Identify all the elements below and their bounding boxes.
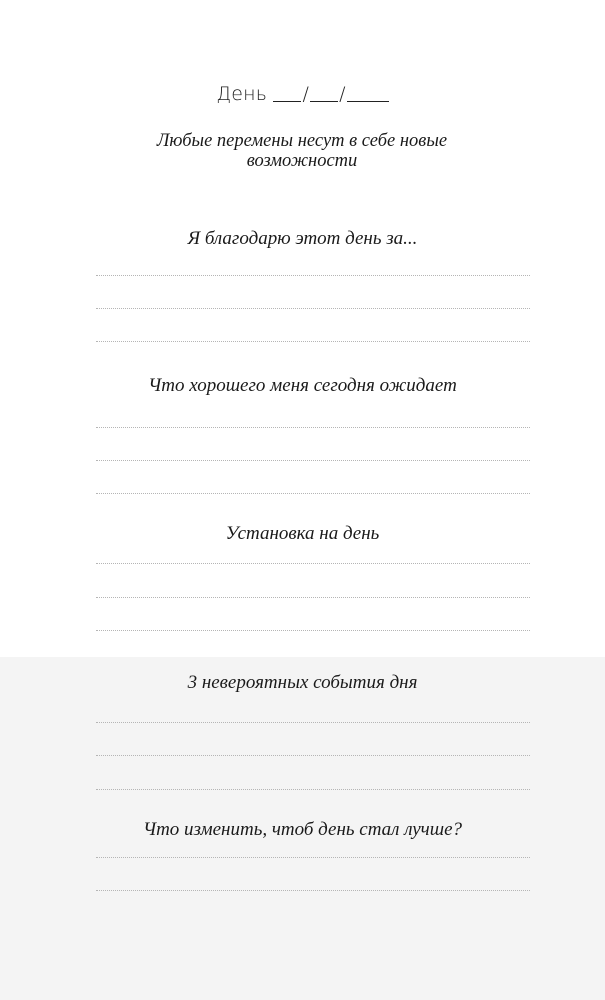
date-separator: / <box>302 83 310 105</box>
section-title-improvements: Что изменить, чтоб день стал лучше? <box>142 819 463 840</box>
date-month-blank[interactable] <box>310 85 338 102</box>
writing-line[interactable] <box>96 308 530 309</box>
writing-line[interactable] <box>96 857 530 858</box>
date-day-blank[interactable] <box>273 85 301 102</box>
section-title-expectations: Что хорошего меня сегодня ожидает <box>148 375 457 396</box>
date-header <box>0 83 605 105</box>
writing-line[interactable] <box>96 275 530 276</box>
writing-line[interactable] <box>96 630 530 631</box>
writing-line[interactable] <box>96 460 530 461</box>
date-year-blank[interactable] <box>347 85 389 102</box>
writing-line[interactable] <box>96 789 530 790</box>
date-label: День <box>216 83 268 105</box>
writing-line[interactable] <box>96 722 530 723</box>
section-title-events: 3 невероятных события дня <box>187 672 418 693</box>
section-title-affirmation: Установка на день <box>225 523 380 544</box>
writing-line[interactable] <box>96 493 530 494</box>
writing-line[interactable] <box>96 755 530 756</box>
section-title-gratitude: Я благодарю этот день за... <box>187 228 418 249</box>
writing-line[interactable] <box>96 563 530 564</box>
writing-line[interactable] <box>96 890 530 891</box>
date-separator: / <box>339 83 346 105</box>
daily-quote: Любые перемены несут в себе новые возможности <box>156 131 448 171</box>
writing-line[interactable] <box>96 597 530 598</box>
writing-line[interactable] <box>96 427 530 428</box>
writing-line[interactable] <box>96 341 530 342</box>
